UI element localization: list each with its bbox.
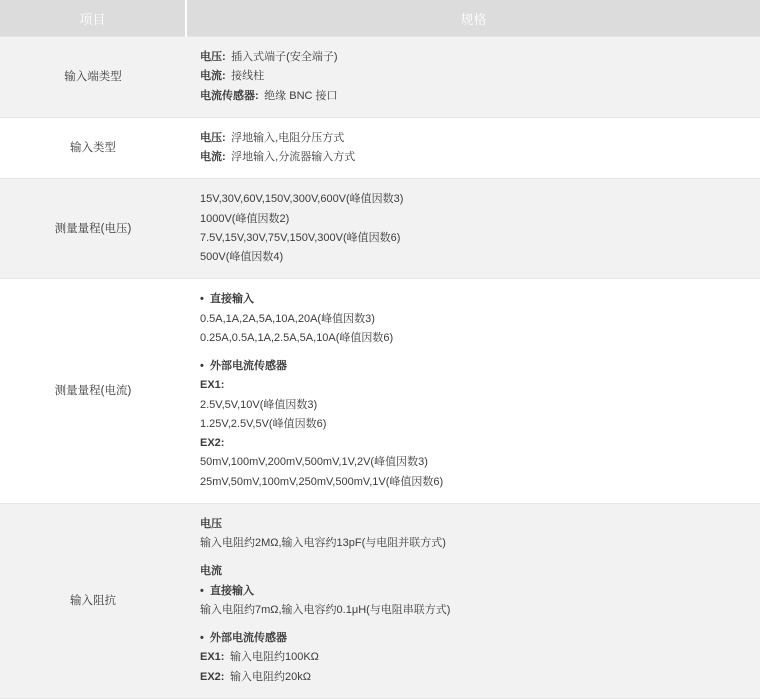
spec-line-text: 绝缘 BNC 接口 xyxy=(258,89,338,102)
spec-line-label: 电流: xyxy=(200,151,226,163)
row-spec-content xyxy=(186,279,760,504)
spec-subheading: EX2: xyxy=(200,437,225,449)
spec-labeled-line xyxy=(200,648,748,667)
spec-line-label: EX2: xyxy=(200,670,225,683)
spec-line-text: 输入电阻约20kΩ xyxy=(224,670,311,683)
spec-line: 输入电阻约7mΩ,输入电容约0.1μH(与电阻串联方式) xyxy=(200,603,451,616)
spec-line: 0.25A,0.5A,1A,2.5A,5A,10A(峰值因数6) xyxy=(200,331,394,344)
spec-bullet-heading: • 直接输入 xyxy=(200,582,748,601)
row-item-label: 测量量程(电压) xyxy=(0,179,186,279)
table-row xyxy=(0,117,760,179)
row-spec-content xyxy=(186,503,760,698)
spec-line: 7.5V,15V,30V,75V,150V,300V(峰值因数6) xyxy=(200,231,401,244)
spec-line: 输入电阻约2MΩ,输入电容约13pF(与电阻并联方式) xyxy=(200,537,446,549)
spec-line: 500V(峰值因数4) xyxy=(200,251,284,263)
spec-line: 1000V(峰值因数2) xyxy=(200,212,290,225)
spec-line: 15V,30V,60V,150V,300V,600V(峰值因数3) xyxy=(200,193,404,206)
spec-bullet-heading: • 外部电流传感器 xyxy=(200,629,748,648)
spec-subheading: 电流 xyxy=(200,565,222,578)
spec-line-text: 浮地输入,分流器输入方式 xyxy=(225,151,356,163)
spacer xyxy=(200,620,748,629)
spec-line-text: 接线柱 xyxy=(225,70,265,83)
table-row xyxy=(0,37,760,118)
column-header-spec: 规格 xyxy=(186,0,760,37)
row-item-label: 测量量程(电流) xyxy=(0,279,186,504)
table-row xyxy=(0,179,760,279)
spacer xyxy=(200,348,748,357)
spec-bullet-heading: • 外部电流传感器 xyxy=(200,357,748,376)
table-row xyxy=(0,503,760,698)
spacer xyxy=(200,553,748,562)
spec-labeled-line xyxy=(200,129,748,148)
spec-line-label: 电流: xyxy=(200,70,226,83)
spec-labeled-line xyxy=(200,148,748,167)
column-header-item: 项目 xyxy=(0,0,186,37)
spec-line-label: 电压: xyxy=(200,131,226,144)
spec-line-label: 电流传感器: xyxy=(200,89,259,102)
spec-line-label: EX1: xyxy=(200,651,225,664)
row-spec-content xyxy=(186,179,760,279)
row-item-label: 输入端类型 xyxy=(0,37,186,118)
spec-labeled-line xyxy=(200,668,748,687)
spec-line-label: 电压: xyxy=(200,51,226,63)
spec-subheading: EX1: xyxy=(200,379,225,392)
spec-line-text: 插入式端子(安全端子) xyxy=(225,51,338,63)
spec-labeled-line xyxy=(200,67,748,86)
table-row xyxy=(0,279,760,504)
spec-line: 25mV,50mV,100mV,250mV,500mV,1V(峰值因数6) xyxy=(200,475,444,488)
spec-line: 0.5A,1A,2A,5A,10A,20A(峰值因数3) xyxy=(200,312,375,325)
spec-subheading: 电压 xyxy=(200,517,222,530)
table-header xyxy=(0,0,760,37)
spec-line: 1.25V,2.5V,5V(峰值因数6) xyxy=(200,417,327,430)
spec-labeled-line xyxy=(200,87,748,106)
spec-bullet-heading: • 直接输入 xyxy=(200,290,748,309)
row-item-label: 输入阻抗 xyxy=(0,503,186,698)
spec-line: 2.5V,5V,10V(峰值因数3) xyxy=(200,398,318,411)
row-item-label: 输入类型 xyxy=(0,117,186,179)
spec-line-text: 输入电阻约100KΩ xyxy=(224,651,319,664)
table-header-row xyxy=(0,0,760,37)
table-body xyxy=(0,37,760,699)
row-spec-content xyxy=(186,37,760,118)
row-spec-content xyxy=(186,117,760,179)
spec-line: 50mV,100mV,200mV,500mV,1V,2V(峰值因数3) xyxy=(200,456,428,469)
spec-labeled-line xyxy=(200,48,748,67)
spec-line-text: 浮地输入,电阻分压方式 xyxy=(225,131,345,144)
